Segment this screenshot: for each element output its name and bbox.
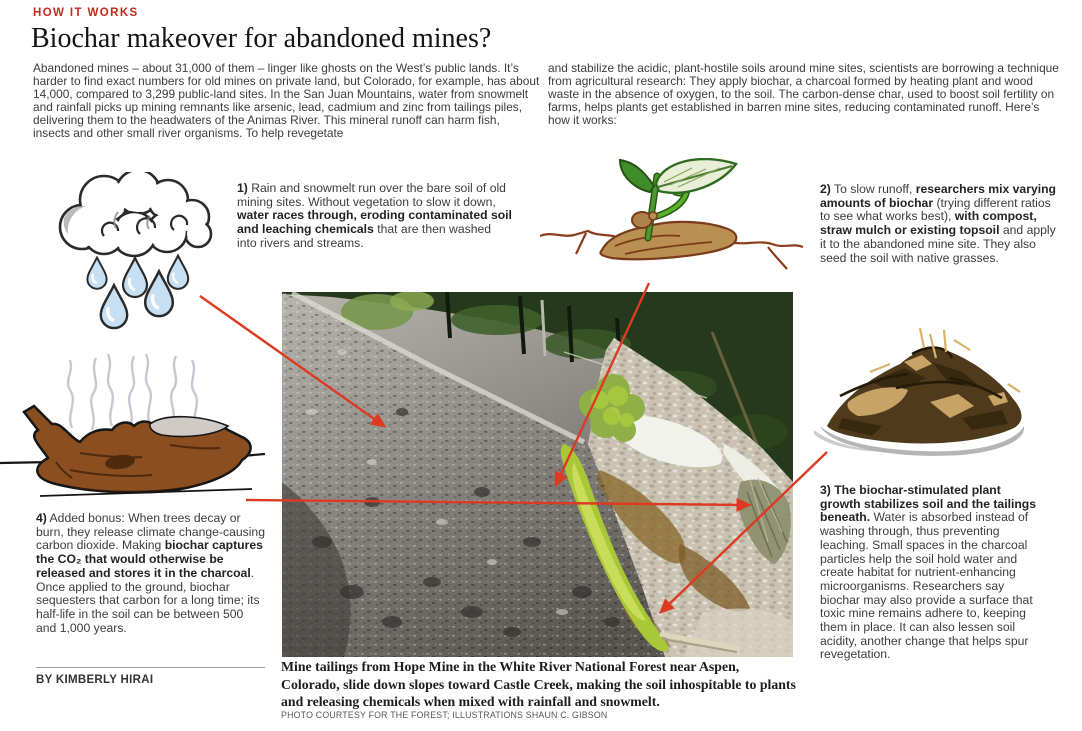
step-2-annotation [820, 183, 1060, 265]
rain-cloud-illustration [52, 172, 232, 332]
smoldering-log-illustration [0, 350, 265, 505]
mine-tailings-photo [282, 292, 793, 657]
small-leaf [620, 160, 654, 192]
step-4-number: 4) [36, 511, 47, 525]
intro-column-1: Abandoned mines – about 31,000 of them – linger like ghosts on the West’s public lands. It’s harder to find exact numbers for old mines on private land, but Colorado, for example, has about 14,000, compared to 3,299 public-land sites. In the San Juan Mountains, water from snowmelt and rainfall picks up mining remnants like arsenic, lead, cadmium and zinc from tailings piles, delivering them to the headwaters of the Animas River. This mineral runoff can harm fish, insects and other small river organisms. To help revegetate [33, 61, 540, 140]
byline: BY KIMBERLY HIRAI [36, 674, 154, 686]
step-4-text-2: . Once applied to the ground, biochar sequesters that carbon for a long time; its half-life in the soil can be between 500 and 1,000 years. [36, 565, 260, 635]
intro-column-2: and stabilize the acidic, plant-hostile soils around mine sites, scientists are borrowing a technique from agricultural research: They apply biochar, a charcoal formed by heating plant and wood waste in the absence of oxygen, to the soil. The carbon-dense char, used to boost soil fertility on farms, helps plants get established in barren mine sites, reducing contaminated runoff. Here’s how it works: [548, 61, 1059, 127]
biochar-compost-pile-illustration [812, 322, 1037, 467]
section-kicker: HOW IT WORKS [33, 7, 139, 19]
photo-credit: PHOTO COURTESY FOR THE FOREST; ILLUSTRATIONS SHAUN C. GIBSON [281, 710, 608, 720]
step-2-bold-2: with compost, straw mulch or existing topsoil [820, 209, 1037, 238]
step-1-annotation [237, 182, 513, 251]
soil-mound [600, 222, 736, 259]
step-1-text-2: that are then washed into rivers and streams. [237, 222, 492, 250]
page-title: Biochar makeover for abandoned mines? [31, 23, 492, 54]
seedling-in-soil-illustration [540, 158, 805, 282]
step-1-text: Rain and snowmelt run over the bare soil of old mining sites. Without vegetation to slow it down, [237, 181, 506, 209]
raindrops [87, 256, 188, 328]
step-3-bold: The biochar-stimulated plant growth stabilizes soil and the tailings beneath. [820, 483, 1037, 525]
step-3-text: Water is absorbed instead of washing through, thus preventing leaching. Small spaces in the charcoal particles help the soil hold water and create habitat for nutrient-enhancing microorganisms. Researchers say biochar may also provide a surface that toxic mine remains adhere to, keeping them in place. It can also lessen soil acidity, another change that helps spur revegetation. [820, 510, 1033, 662]
photo-caption: Mine tailings from Hope Mine in the White River National Forest near Aspen, Colorado, slide down slopes toward Castle Creek, making the soil inhospitable to plants and releasing chemicals when mixed with rainfall and snowmelt. [281, 659, 796, 710]
step-3-annotation [820, 484, 1043, 662]
step-2-number: 2) [820, 182, 831, 196]
step-2-text-2: (trying different ratios to see what works best), [820, 195, 1051, 224]
step-1-bold: water races through, eroding contaminated soil and leaching chemicals [237, 208, 512, 237]
step-2-text-3: and apply it to the abandoned mine site. They also seed the soil with native grasses. [820, 223, 1056, 265]
step-2-bold: researchers mix varying amounts of biochar [820, 182, 1056, 210]
byline-rule [36, 667, 265, 668]
step-4-text: Added bonus: When trees decay or burn, they release climate change-causing carbon dioxide. Making [36, 511, 265, 553]
step-3-number: 3) [820, 483, 831, 497]
step-4-annotation [36, 512, 267, 635]
step-4-bold: biochar captures the CO₂ that would otherwise be released and stores it in the charcoal [36, 538, 263, 580]
step-1-number: 1) [237, 181, 248, 195]
step-2-text: To slow runoff, [830, 182, 916, 196]
